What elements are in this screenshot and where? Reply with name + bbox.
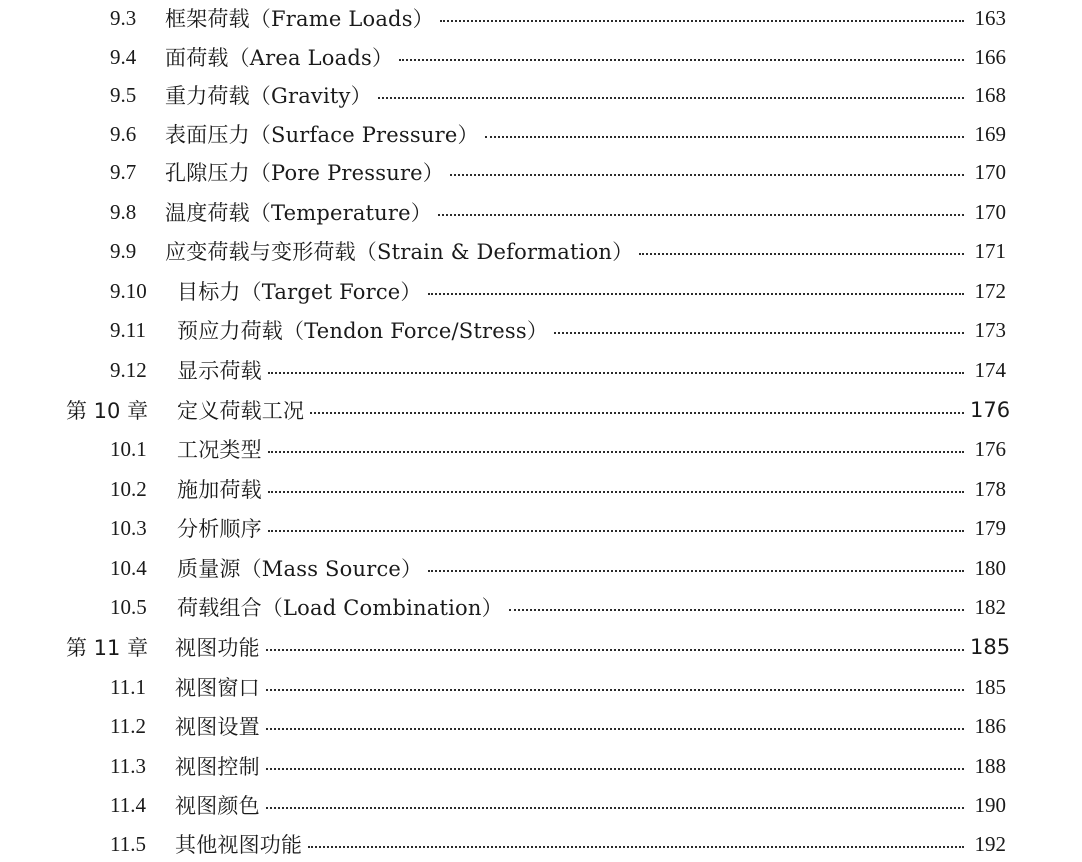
section-title: 视图颜色 (175, 794, 260, 818)
toc-entry-9-12[interactable] (0, 355, 1082, 385)
toc-entry-9-8[interactable] (0, 197, 1082, 227)
page-number: 173 (974, 317, 1006, 342)
toc-entry-9-6[interactable] (0, 119, 1082, 149)
toc-entry-10-4[interactable] (0, 553, 1082, 583)
section-number: 9.3 (110, 5, 137, 30)
toc-entry-11-4[interactable] (0, 790, 1082, 820)
toc-entry-10-2[interactable] (0, 474, 1082, 504)
section-title: 质量源（Mass Source） (177, 557, 423, 581)
toc-entry-11-3[interactable] (0, 751, 1082, 781)
toc-entry-11-5[interactable] (0, 829, 1082, 859)
section-number: 11.3 (110, 753, 146, 778)
dot-leader (428, 293, 964, 295)
section-title: 重力荷载（Gravity） (165, 84, 372, 108)
section-number: 9.5 (110, 82, 137, 107)
section-number: 11.2 (110, 713, 146, 738)
dot-leader (378, 97, 964, 99)
toc-chapter-10[interactable] (0, 395, 1082, 425)
toc-entry-10-5[interactable] (0, 592, 1082, 622)
chapter-number: 第 11 章 (66, 636, 149, 660)
section-number: 11.4 (110, 792, 146, 817)
section-number: 9.6 (110, 121, 137, 146)
page-number: 182 (974, 594, 1006, 619)
page-number: 190 (974, 792, 1006, 817)
toc-entry-9-10[interactable] (0, 276, 1082, 306)
page-number: 176 (970, 398, 1011, 422)
section-title: 工况类型 (177, 438, 262, 462)
page-number: 179 (974, 515, 1006, 540)
dot-leader (554, 332, 964, 334)
page-number: 188 (974, 753, 1006, 778)
page-number: 163 (974, 5, 1006, 30)
dot-leader (308, 846, 964, 848)
section-title: 应变荷载与变形荷载（Strain & Deformation） (165, 240, 634, 264)
dot-leader (440, 20, 964, 22)
toc-entry-10-1[interactable] (0, 434, 1082, 464)
dot-leader (450, 174, 964, 176)
page-number: 168 (974, 82, 1006, 107)
dot-leader (266, 807, 964, 809)
section-title: 视图控制 (175, 755, 260, 779)
toc-entry-9-4[interactable] (0, 42, 1082, 72)
dot-leader (268, 372, 964, 374)
section-title: 框架荷载（Frame Loads） (165, 7, 434, 31)
section-title: 分析顺序 (177, 517, 262, 541)
dot-leader (266, 768, 964, 770)
toc-entry-11-2[interactable] (0, 711, 1082, 741)
page-number: 185 (970, 635, 1011, 659)
dot-leader (428, 570, 964, 572)
section-number: 10.5 (110, 594, 147, 619)
toc-chapter-11[interactable] (0, 632, 1082, 662)
page-number: 169 (974, 121, 1006, 146)
section-number: 10.1 (110, 436, 147, 461)
page-number: 172 (974, 278, 1006, 303)
section-number: 9.10 (110, 278, 147, 303)
page-number: 171 (974, 238, 1006, 263)
page-number: 185 (974, 674, 1006, 699)
dot-leader (485, 136, 964, 138)
page-number: 178 (974, 476, 1006, 501)
section-number: 11.5 (110, 831, 146, 856)
section-number: 11.1 (110, 674, 146, 699)
section-title: 目标力（Target Force） (177, 280, 422, 304)
section-title: 视图窗口 (175, 676, 260, 700)
page-number: 176 (974, 436, 1006, 461)
page-number: 170 (974, 159, 1006, 184)
page-number: 180 (974, 555, 1006, 580)
section-number: 10.2 (110, 476, 147, 501)
section-title: 视图设置 (175, 715, 260, 739)
section-title: 孔隙压力（Pore Pressure） (165, 161, 445, 185)
section-number: 9.9 (110, 238, 137, 263)
section-number: 10.3 (110, 515, 147, 540)
section-number: 9.11 (110, 317, 146, 342)
section-title: 面荷载（Area Loads） (165, 46, 394, 70)
section-number: 9.12 (110, 357, 147, 382)
dot-leader (268, 451, 964, 453)
toc-entry-9-11[interactable] (0, 315, 1082, 345)
page-number: 192 (974, 831, 1006, 856)
chapter-number: 第 10 章 (66, 399, 149, 423)
section-title: 其他视图功能 (175, 833, 303, 857)
dot-leader (266, 649, 964, 651)
dot-leader (509, 609, 964, 611)
dot-leader (266, 728, 964, 730)
section-title: 显示荷载 (177, 359, 262, 383)
dot-leader (268, 491, 964, 493)
dot-leader (639, 253, 964, 255)
section-title: 预应力荷载（Tendon Force/Stress） (177, 319, 549, 343)
chapter-title: 定义荷载工况 (177, 399, 305, 423)
section-title: 温度荷载（Temperature） (165, 201, 432, 225)
toc-entry-10-3[interactable] (0, 513, 1082, 543)
section-number: 9.7 (110, 159, 137, 184)
page-number: 166 (974, 44, 1006, 69)
dot-leader (399, 59, 964, 61)
dot-leader (266, 689, 964, 691)
dot-leader (310, 412, 964, 414)
section-title: 表面压力（Surface Pressure） (165, 123, 479, 147)
toc-entry-9-5[interactable] (0, 80, 1082, 110)
page-number: 174 (974, 357, 1006, 382)
dot-leader (268, 530, 964, 532)
dot-leader (438, 214, 964, 216)
page-number: 170 (974, 199, 1006, 224)
toc-entry-9-7[interactable] (0, 157, 1082, 187)
section-title: 施加荷载 (177, 478, 262, 502)
toc-entry-9-3[interactable] (0, 3, 1082, 33)
page-number: 186 (974, 713, 1006, 738)
section-number: 9.8 (110, 199, 137, 224)
section-number: 10.4 (110, 555, 147, 580)
toc-entry-11-1[interactable] (0, 672, 1082, 702)
chapter-title: 视图功能 (175, 636, 260, 660)
section-number: 9.4 (110, 44, 137, 69)
section-title: 荷载组合（Load Combination） (177, 596, 503, 620)
toc-entry-9-9[interactable] (0, 236, 1082, 266)
